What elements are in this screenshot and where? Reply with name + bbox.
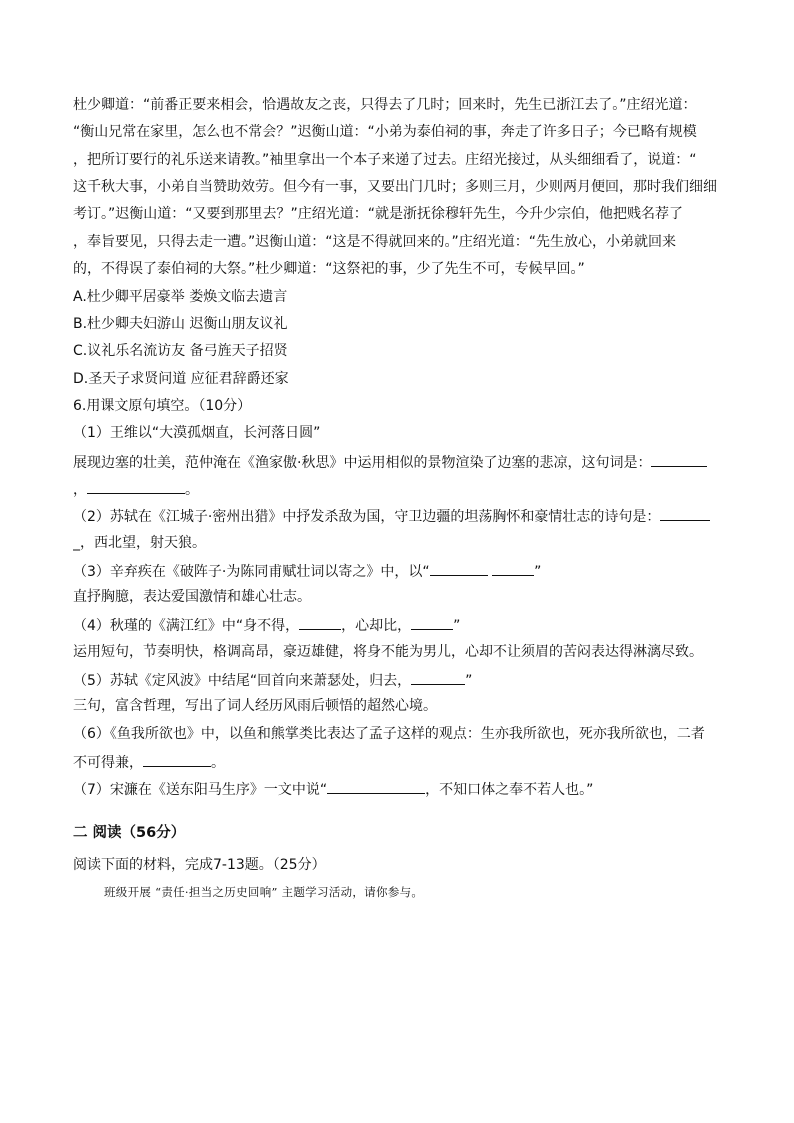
q6-item-5-cont: 三句，富含哲理，写出了词人经历风雨后顿悟的超然心境。 (73, 698, 437, 714)
answer-blank[interactable] (411, 670, 465, 685)
passage-line: ，奉旨要见，只得去走一遭。”迟衡山道：“这是不得就回来的。”庄绍光道：“先生放心，小弟就回来 (73, 234, 677, 250)
option-a: A.杜少卿平居豪举 娄焕文临去遗言 (73, 289, 288, 305)
answer-blank[interactable] (411, 615, 453, 630)
activity-note: 班级开展 “责任·担当之历史回响” 主题学习活动，请你参与。 (104, 885, 424, 899)
section-2-title: 二 阅读（56分） (73, 825, 186, 841)
q6-item-4-cont: 运用短句，节奏明快，格调高昂，豪迈雄健，将身不能为男儿，心却不让须眉的苦闷表达得淋漓尽致。 (73, 644, 703, 660)
q6-item-6-cont: 不可得兼， 。 (73, 752, 721, 772)
answer-blank[interactable] (143, 752, 211, 767)
q6-item-2-cont: _，西北望，射天狼。 (73, 535, 206, 551)
q6-item-1-cont: ， 。 (73, 479, 721, 499)
answer-blank[interactable] (651, 452, 707, 467)
option-b: B.杜少卿夫妇游山 迟衡山朋友议礼 (73, 316, 288, 332)
q6-item-1-text: 展现边塞的壮美，范仲淹在《渔家傲·秋思》中运用相似的景物渲染了边塞的悲凉，这句词是： (73, 452, 721, 472)
passage-line: 考订。”迟衡山道：“又要到那里去？”庄绍光道：“就是浙抚徐穆轩先生，今升少宗伯，他把贱名荐了 (73, 206, 684, 222)
passage-line: “衡山兄常在家里，怎么也不常会？”迟衡山道：“小弟为泰伯祠的事，奔走了许多日子；今已略有规模 (73, 124, 697, 140)
answer-blank[interactable] (87, 479, 185, 494)
answer-blank[interactable] (327, 779, 425, 794)
option-c: C.议礼乐名流访友 备弓旌天子招贤 (73, 343, 288, 359)
answer-blank[interactable] (299, 615, 341, 630)
answer-blank[interactable] (430, 561, 488, 576)
answer-blank[interactable] (660, 506, 710, 521)
option-d: D.圣天子求贤问道 应征君辞爵还家 (73, 371, 289, 387)
passage-line: 的，不得误了泰伯祠的大祭。”杜少卿道：“这祭祀的事，少了先生不可，专候早回。” (73, 261, 585, 277)
q6-item-6: （6）《鱼我所欲也》中，以鱼和熊掌类比表达了孟子这样的观点：生亦我所欲也，死亦我所欲也，二者 (73, 726, 705, 742)
q6-item-7: （7）宋濂在《送东阳马生序》一文中说“ ，不知口体之奉不若人也。” (73, 779, 721, 799)
q6-item-3: （3）辛弃疾在《破阵子·为陈同甫赋壮词以寄之》中，以“ ” (73, 561, 721, 581)
q6-item-3-cont: 直抒胸臆，表达爱国激情和雄心壮志。 (73, 589, 311, 605)
section-2-intro: 阅读下面的材料，完成7-13题。（25分） (73, 857, 326, 873)
q6-item-4: （4）秋瑾的《满江红》中“身不得， ，心却比， ” (73, 615, 721, 635)
q6-item-5: （5）苏轼《定风波》中结尾“回首向来萧瑟处，归去， ” (73, 670, 721, 690)
passage-line: 这千秋大事，小弟自当赞助效劳。但今有一事，又要出门几时；多则三月，少则两月便回，那时我们细细 (73, 179, 717, 195)
passage-line: ，把所订要行的礼乐送来请教。”袖里拿出一个本子来递了过去。庄绍光接过，从头细细看了，说道：“ (73, 152, 697, 168)
answer-blank[interactable] (492, 561, 534, 576)
q6-item-1: （1）王维以“大漠孤烟直，长河落日圆” (73, 425, 321, 441)
question-6-title: 6.用课文原句填空。（10分） (73, 398, 252, 414)
passage-line: 杜少卿道：“前番正要来相会，恰遇故友之丧，只得去了几时；回来时，先生已浙江去了。”庄绍光道： (73, 97, 697, 113)
q6-item-2: （2）苏轼在《江城子·密州出猎》中抒发杀敌为国，守卫边疆的坦荡胸怀和豪情壮志的诗句是： (73, 506, 721, 526)
